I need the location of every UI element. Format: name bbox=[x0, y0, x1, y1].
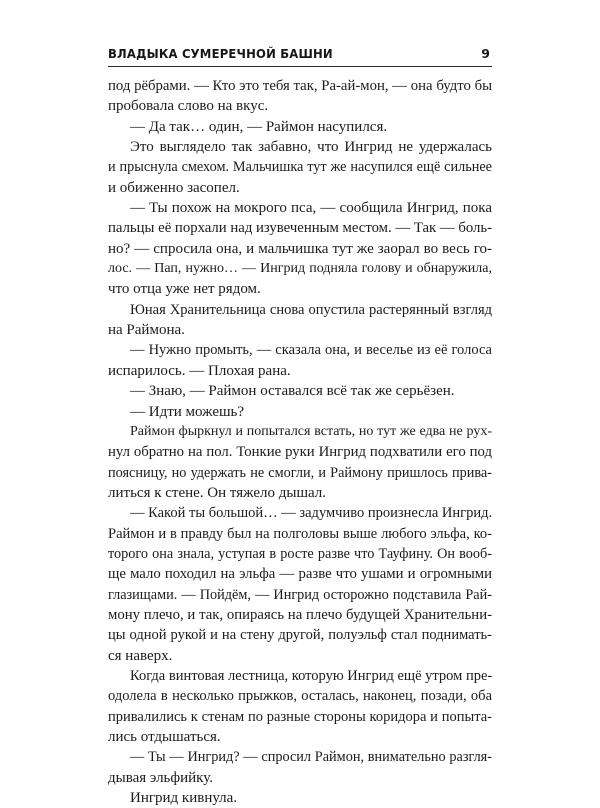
text-line: литься к стене. Он тяжело дышал. bbox=[108, 484, 327, 501]
text-line: что отца уже нет рядом. bbox=[108, 281, 261, 298]
running-head-title: ВЛАДЫКА СУМЕРЕЧНОЙ БАШНИ bbox=[108, 46, 333, 61]
text-line: — Ты похож на мокрого пса, — сообщила Ингрид, пока bbox=[130, 200, 492, 217]
header-rule bbox=[108, 66, 492, 67]
text-line: привалились к стенам по разные стороны коридора и попыта- bbox=[108, 708, 492, 725]
text-line: пробовала слово на вкус. bbox=[108, 98, 269, 115]
text-line: Юная Хранительница снова опустила растерянный взгляд bbox=[130, 301, 492, 318]
body-text bbox=[108, 76, 492, 808]
text-line: одолела в несколько прыжков, осталась, наконец, позади, оба bbox=[108, 688, 492, 705]
text-line: на Раймона. bbox=[108, 322, 185, 339]
text-line: — Ты — Ингрид? — спросил Раймон, внимательно разгля- bbox=[130, 749, 492, 766]
text-line: — Идти можешь? bbox=[130, 403, 245, 420]
text-line: лись отдышаться. bbox=[108, 729, 221, 745]
text-line: под рёбрами. — Кто это тебя так, Ра-ай-мон, — она будто бы bbox=[108, 78, 492, 94]
running-head bbox=[108, 46, 492, 66]
text-line: Раймон фыркнул и попытался встать, но тут же едва не рух- bbox=[130, 423, 492, 439]
text-line: Раймон и в правду был на полголовы выше любого эльфа, ко- bbox=[108, 525, 492, 542]
text-line: — Нужно промыть, — сказала она, и веселье из её голоса bbox=[130, 342, 492, 359]
text-line: нул обратно на пол. Тонкие руки Ингрид подхватили его под bbox=[108, 444, 492, 461]
text-line: мону плечо, и так, опираясь на плечо будущей Хранительни- bbox=[108, 606, 492, 623]
text-line: пальцы её порхали над изувеченным местом. — Так — боль- bbox=[108, 220, 492, 237]
page-number: 9 bbox=[481, 46, 490, 61]
text-line: ся наверх. bbox=[108, 647, 173, 664]
text-line: лос. — Пап, нужно… — Ингрид подняла голову и обнаружила, bbox=[108, 261, 492, 277]
text-line: Это выглядело так забавно, что Ингрид не удержалась bbox=[130, 139, 492, 156]
text-line: глазищами. — Пойдём, — Ингрид осторожно подставила Рай- bbox=[108, 586, 492, 603]
text-line: Ингрид кивнула. bbox=[130, 790, 238, 807]
text-line: и обиженно засопел. bbox=[108, 179, 240, 196]
text-line: но? — спросила она, и мальчишка тут же заорал во весь го- bbox=[108, 240, 492, 257]
text-line: цы одной рукой и на стену другой, полуэльф стал поднимать- bbox=[108, 627, 492, 644]
text-line: — Какой ты большой… — задумчиво произнесла Ингрид. bbox=[130, 505, 493, 522]
text-line: дывая эльфийку. bbox=[108, 769, 213, 786]
text-line: испарилось. — Плохая рана. bbox=[108, 362, 291, 379]
text-line: Когда винтовая лестница, которую Ингрид ещё утром пре- bbox=[130, 667, 493, 684]
text-line: и прыснула смехом. Мальчишка тут же насупился ещё сильнее bbox=[108, 159, 492, 176]
text-line: торого она знала, уступая в росте разве что Тауфину. Он вооб- bbox=[108, 545, 492, 562]
text-line: — Да так… один, — Раймон насупился. bbox=[130, 118, 388, 135]
text-line: поясницу, но удержать не смогли, и Раймону пришлось прива- bbox=[108, 464, 492, 481]
text-line: — Знаю, — Раймон оставался всё так же серьёзен. bbox=[130, 383, 455, 400]
text-line: ще мало походил на эльфа — разве что ушами и огромными bbox=[108, 566, 492, 583]
